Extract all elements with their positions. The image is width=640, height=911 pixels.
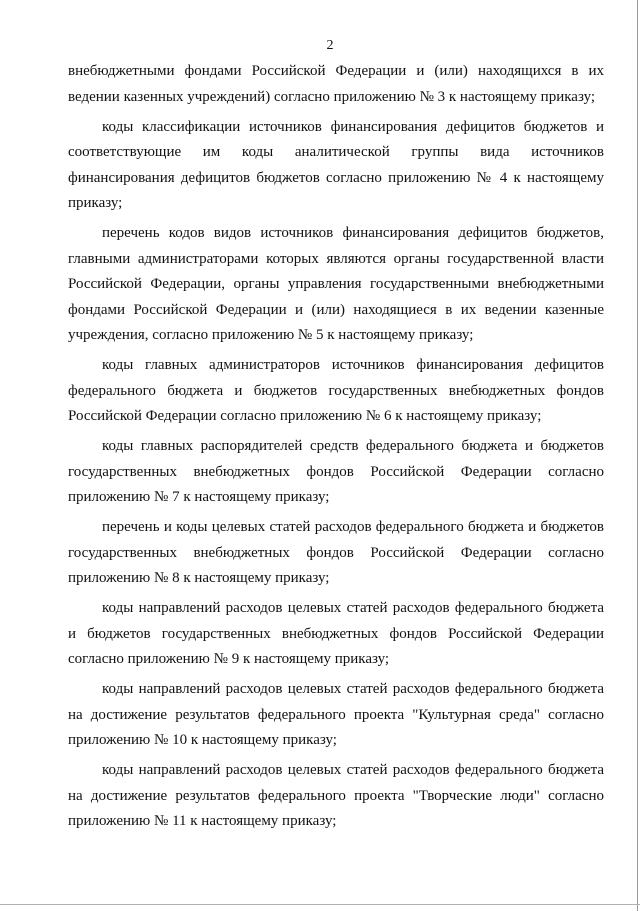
paragraph-appendix-8: перечень и коды целевых статей расходов федерального бюджета и бюджетов государственных внебюджетных фондов Российской Федерации согласно приложению № 8 к настоящему приказу; bbox=[68, 519, 604, 586]
paragraph-appendix-11: коды направлений расходов целевых статей расходов федерального бюджета на достижение результатов федерального проекта "Творческие люди" согласно приложению № 11 к настоящему приказу; bbox=[68, 762, 604, 829]
scan-edge-right bbox=[637, 0, 638, 911]
paragraph-continuation: внебюджетными фондами Российской Федерации и (или) находящихся в их ведении казенных учреждений) согласно приложению № 3 к настоящему приказу; bbox=[68, 63, 604, 105]
paragraph-appendix-9: коды направлений расходов целевых статей расходов федерального бюджета и бюджетов государственных внебюджетных фондов Российской Федерации согласно приложению № 9 к настоящему приказу; bbox=[68, 600, 604, 667]
paragraph-appendix-7: коды главных распорядителей средств федерального бюджета и бюджетов государственных внебюджетных фондов Российской Федерации согласно приложению № 7 к настоящему приказу; bbox=[68, 438, 604, 505]
paragraph-appendix-5: перечень кодов видов источников финансирования дефицитов бюджетов, главными администраторами которых являются органы государственной власти Российской Федерации, органы управления государственными внебюджетными фондами Российской Федерации и (или) находящиеся в их ведении казенные учреждения, согласно приложению № 5 к настоящему приказу; bbox=[68, 225, 604, 343]
paragraph-appendix-10: коды направлений расходов целевых статей расходов федерального бюджета на достижение результатов федерального проекта "Культурная среда" согласно приложению № 10 к настоящему приказу; bbox=[68, 681, 604, 748]
document-body bbox=[68, 59, 604, 835]
scan-edge-bottom bbox=[0, 904, 640, 905]
paragraph-appendix-4: коды классификации источников финансирования дефицитов бюджетов и соответствующие им коды аналитической группы вида источников финансирования дефицитов бюджетов согласно приложению № 4 к настоящему приказу; bbox=[68, 118, 604, 211]
paragraph-appendix-6: коды главных администраторов источников финансирования дефицитов федерального бюджета и бюджетов государственных внебюджетных фондов Российской Федерации согласно приложению № 6 к настоящему приказу; bbox=[68, 357, 604, 424]
page-number: 2 bbox=[326, 38, 334, 53]
